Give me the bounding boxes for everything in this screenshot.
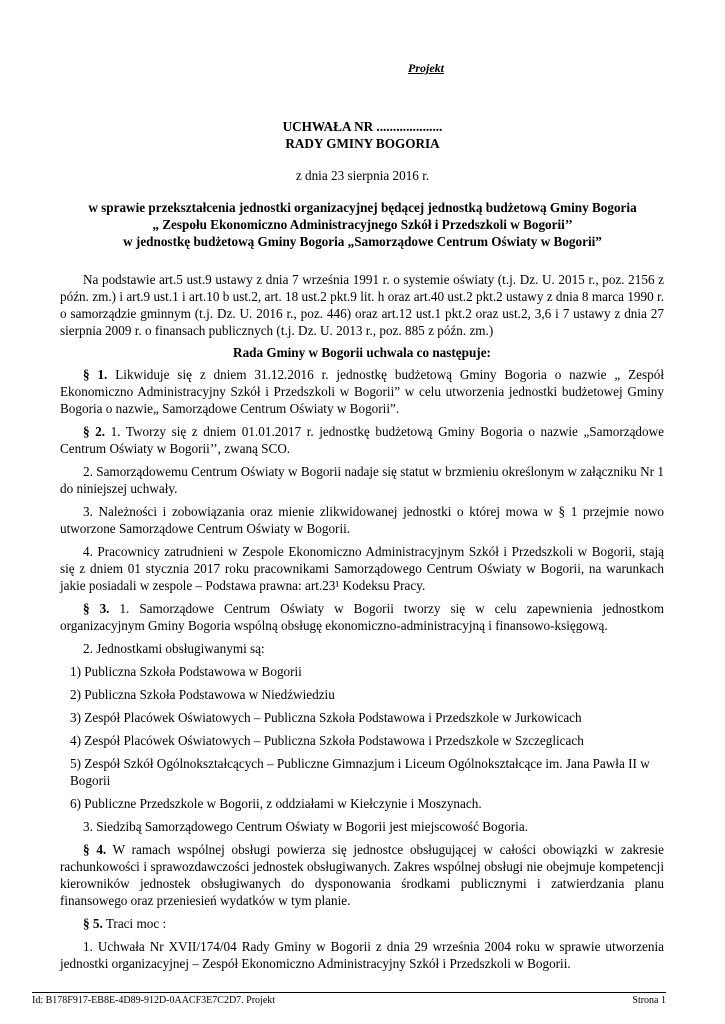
subject-line-2: „ Zespołu Ekonomiczno Administracyjnego Szkół i Przedszkoli w Bogorii’’: [152, 217, 573, 232]
section-4-text: W ramach wspólnej obsługi powierza się jednostce obsługującej w całości obowiązki w zakresie rachunkowości i sprawozdawczości jednostek obsługiwanych. Zakres wspólnej obsługi nie obejmuje kompetencji kierowników jednostek obsługiwanych do dysponowania środkami publicznymi i zatwierdzania planu finansowego oraz przeniesień wydatków w tym planie.: [60, 842, 664, 908]
list-item: 2) Publiczna Szkoła Podstawowa w Niedźwiedziu: [70, 687, 335, 702]
section-2-point-2: 2. Samorządowemu Centrum Oświaty w Bogorii nadaje się statut w brzmieniu określonym w załączniku Nr 1 do niniejszej uchwały.: [60, 464, 664, 496]
section-5: [60, 915, 664, 932]
page-number: Strona 1: [632, 995, 666, 1006]
section-2-text: 1. Tworzy się z dniem 01.01.2017 r. jednostkę budżetową Gminy Bogoria o nazwie „Samorządowe Centrum Oświaty w Bogorii’’, zwaną SCO.: [60, 424, 664, 456]
section-5-mark: § 5.: [83, 916, 103, 931]
document-id: Id: B178F917-EB8E-4D89-912D-0AACF3E7C2D7. Projekt: [32, 995, 276, 1006]
council-name: RADY GMINY BOGORIA: [285, 136, 440, 151]
list-item: 1) Publiczna Szkoła Podstawowa w Bogorii: [70, 664, 302, 679]
section-5-text: Traci moc :: [102, 916, 167, 931]
resolves-heading: Rada Gminy w Bogorii uchwala co następuje:: [233, 345, 491, 360]
list-item: 5) Zespół Szkół Ogólnokształcących – Publiczne Gimnazjum i Liceum Ogólnokształcące im. Jana Pawła II w Bogorii: [70, 756, 650, 788]
section-5-point-1: 1. Uchwała Nr XVII/174/04 Rady Gminy w Bogorii z dnia 29 września 2004 roku w sprawie utworzenia jednostki organizacyjnej – Zespół Ekonomiczno Administracyjny Szkół i Przedszkoli w Bogorii.: [60, 939, 664, 971]
section-3-point-3: 3. Siedzibą Samorządowego Centrum Oświaty w Bogorii jest miejscowość Bogoria.: [83, 819, 529, 834]
project-label: Projekt: [408, 61, 444, 75]
resolution-subject: [60, 199, 665, 250]
list-item: 6) Publiczne Przedszkole w Bogorii, z oddziałami w Kiełczynie i Moszynach.: [70, 796, 482, 811]
section-4-mark: § 4.: [83, 842, 107, 857]
legal-basis: Na podstawie art.5 ust.9 ustawy z dnia 7 września 1991 r. o systemie oświaty (t.j. Dz. U. 2015 r., poz. 2156 z późn. zm.) i art.9 ust.1 i art.10 b ust.2, art. 18 ust.2 pkt.9 lit. h oraz art.40 ust.2 pkt.2 ustawy z dnia 8 marca 1990 r. o samorządzie gminnym (t.j. Dz. U. 2016 r., poz. 446) oraz art.12 ust.1 pkt.2 oraz ust.2, 3,6 i 7 ustawy z dnia 27 sierpnia 2009 r. o finansach publicznych (t.j. Dz. U. 2013 r., poz. 885 z późn. zm.): [60, 272, 664, 338]
list-item: 3) Zespół Placówek Oświatowych – Publiczna Szkoła Podstawowa i Przedszkole w Jurkowicach: [70, 710, 582, 725]
section-3-mark: § 3.: [83, 601, 110, 616]
section-2-point-1: [60, 423, 664, 457]
section-4: [60, 841, 664, 909]
resolution-date: z dnia 23 sierpnia 2016 r.: [295, 168, 430, 183]
subject-line-3: w jednostkę budżetową Gminy Bogoria „Samorządowe Centrum Oświaty w Bogorii”: [123, 234, 602, 249]
section-2-mark: § 2.: [83, 424, 106, 439]
resolution-number: UCHWAŁA NR ....................: [282, 119, 443, 134]
section-1: [60, 366, 664, 417]
section-3-point-1: [60, 600, 664, 634]
section-1-mark: § 1.: [83, 367, 108, 382]
list-item: 4) Zespół Placówek Oświatowych – Publiczna Szkoła Podstawowa i Przedszkole w Szczeglicach: [70, 733, 584, 748]
section-3-point-2: 2. Jednostkami obsługiwanymi są:: [83, 641, 265, 656]
page-footer: [32, 992, 666, 1008]
document-body: [60, 271, 664, 978]
section-3-text: 1. Samorządowe Centrum Oświaty w Bogorii tworzy się w celu zapewnienia jednostkom organizacyjnym Gminy Bogoria wspólną obsługę ekonomiczno-administracyjną i finansowo-księgową.: [60, 601, 664, 633]
section-2-point-3: 3. Należności i zobowiązania oraz mienie zlikwidowanej jednostki o której mowa w § 1 przejmie nowo utworzone Samorządowe Centrum Oświaty w Bogorii.: [60, 504, 664, 536]
section-2-point-4: 4. Pracownicy zatrudnieni w Zespole Ekonomiczno Administracyjnym Szkół i Przedszkoli w Bogorii, stają się z dniem 01 stycznia 2017 roku pracownikami Samorządowego Centrum Oświaty w Bogorii, na warunkach jakie posiadali w zespole – Podstawa prawna: art.23¹ Kodeksu Pracy.: [60, 544, 664, 593]
subject-line-1: w sprawie przekształcenia jednostki organizacyjnej będącej jednostką budżetową Gminy Bogoria: [88, 200, 637, 215]
section-1-text: Likwiduje się z dniem 31.12.2016 r. jednostkę budżetową Gminy Bogoria o nazwie „ Zespół Ekonomiczno Administracyjny Szkół i Przedszkoli w Bogorii” w celu utworzenia jednostki budżetowej Gminy Bogoria o nazwie„ Samorządowe Centrum Oświaty w Bogorii”.: [60, 367, 665, 416]
